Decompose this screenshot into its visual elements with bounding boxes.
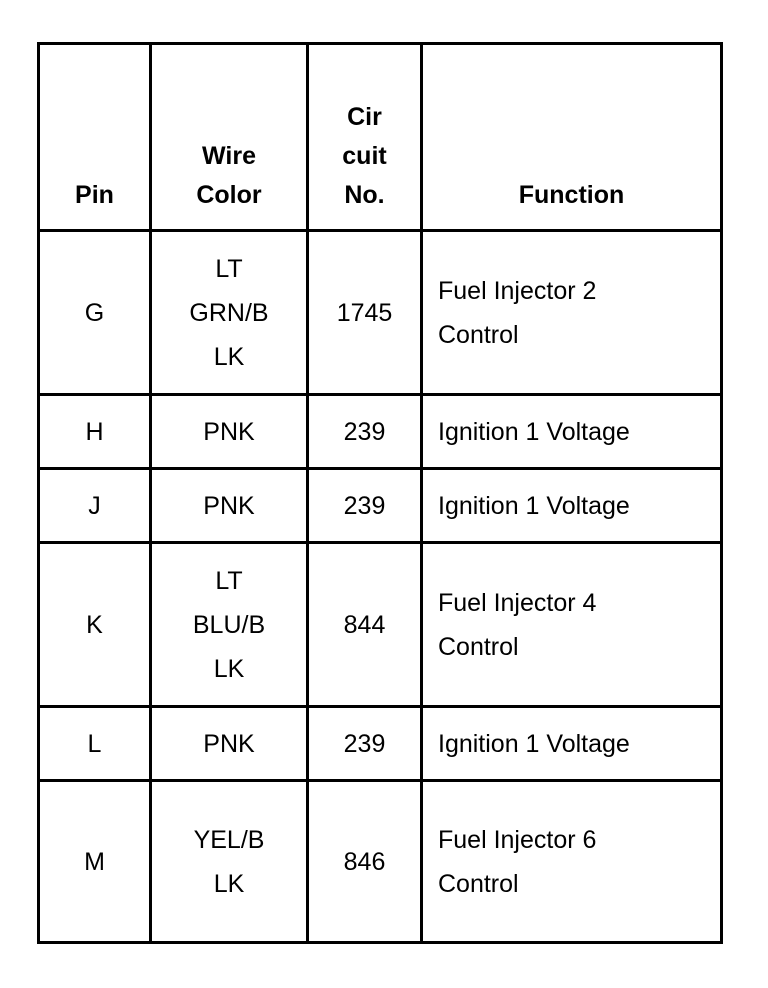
header-row: [39, 44, 722, 231]
header-circuit-no-line: cuit: [342, 142, 387, 170]
wire-color-cell: PNK: [151, 395, 308, 469]
header-pin: [39, 44, 151, 231]
function-cell: Ignition 1 Voltage: [422, 395, 722, 469]
function-line: Control: [438, 869, 519, 898]
wire-color-cell: [151, 543, 308, 707]
circuit-cell: 846: [308, 781, 422, 943]
function-line: Fuel Injector 2: [438, 276, 597, 305]
function-line: Control: [438, 632, 519, 661]
header-wire-color: [151, 44, 308, 231]
wire-color-line: LK: [213, 342, 245, 371]
wire-color-cell: [151, 781, 308, 943]
connector-pinout-table: [37, 42, 723, 944]
pin-cell: L: [39, 707, 151, 781]
function-cell: [422, 231, 722, 395]
wire-color-line: LT: [215, 254, 243, 283]
header-function-label: Function: [518, 181, 625, 209]
wire-color-line: YEL/B: [193, 825, 265, 854]
wire-color-line: BLU/B: [192, 610, 266, 639]
circuit-cell: 239: [308, 395, 422, 469]
table-row: [39, 781, 722, 943]
header-wire-color-line: Color: [196, 181, 262, 209]
header-circuit-no: [308, 44, 422, 231]
wire-color-line: LT: [215, 566, 243, 595]
header-wire-color-line: Wire: [202, 142, 256, 170]
header-circuit-no-line: No.: [344, 181, 385, 209]
function-line: Fuel Injector 4: [438, 588, 597, 617]
pin-cell: J: [39, 469, 151, 543]
wire-color-line: LK: [213, 654, 245, 683]
table-row: [39, 707, 722, 781]
wire-color-cell: PNK: [151, 707, 308, 781]
header-function: [422, 44, 722, 231]
function-line: Fuel Injector 6: [438, 825, 597, 854]
table-row: [39, 469, 722, 543]
function-line: Control: [438, 320, 519, 349]
header-circuit-no-line: Cir: [347, 103, 382, 131]
pin-cell: G: [39, 231, 151, 395]
pin-cell: K: [39, 543, 151, 707]
wire-color-line: LK: [213, 869, 245, 898]
wire-color-cell: [151, 231, 308, 395]
circuit-cell: 1745: [308, 231, 422, 395]
circuit-cell: 844: [308, 543, 422, 707]
function-cell: Ignition 1 Voltage: [422, 469, 722, 543]
function-cell: [422, 543, 722, 707]
table-row: [39, 231, 722, 395]
function-cell: [422, 781, 722, 943]
table-row: [39, 543, 722, 707]
pin-cell: H: [39, 395, 151, 469]
circuit-cell: 239: [308, 469, 422, 543]
circuit-cell: 239: [308, 707, 422, 781]
wire-color-line: GRN/B: [189, 298, 269, 327]
pin-cell: M: [39, 781, 151, 943]
wire-color-cell: PNK: [151, 469, 308, 543]
table-row: [39, 395, 722, 469]
header-pin-label: Pin: [75, 181, 114, 209]
function-cell: Ignition 1 Voltage: [422, 707, 722, 781]
